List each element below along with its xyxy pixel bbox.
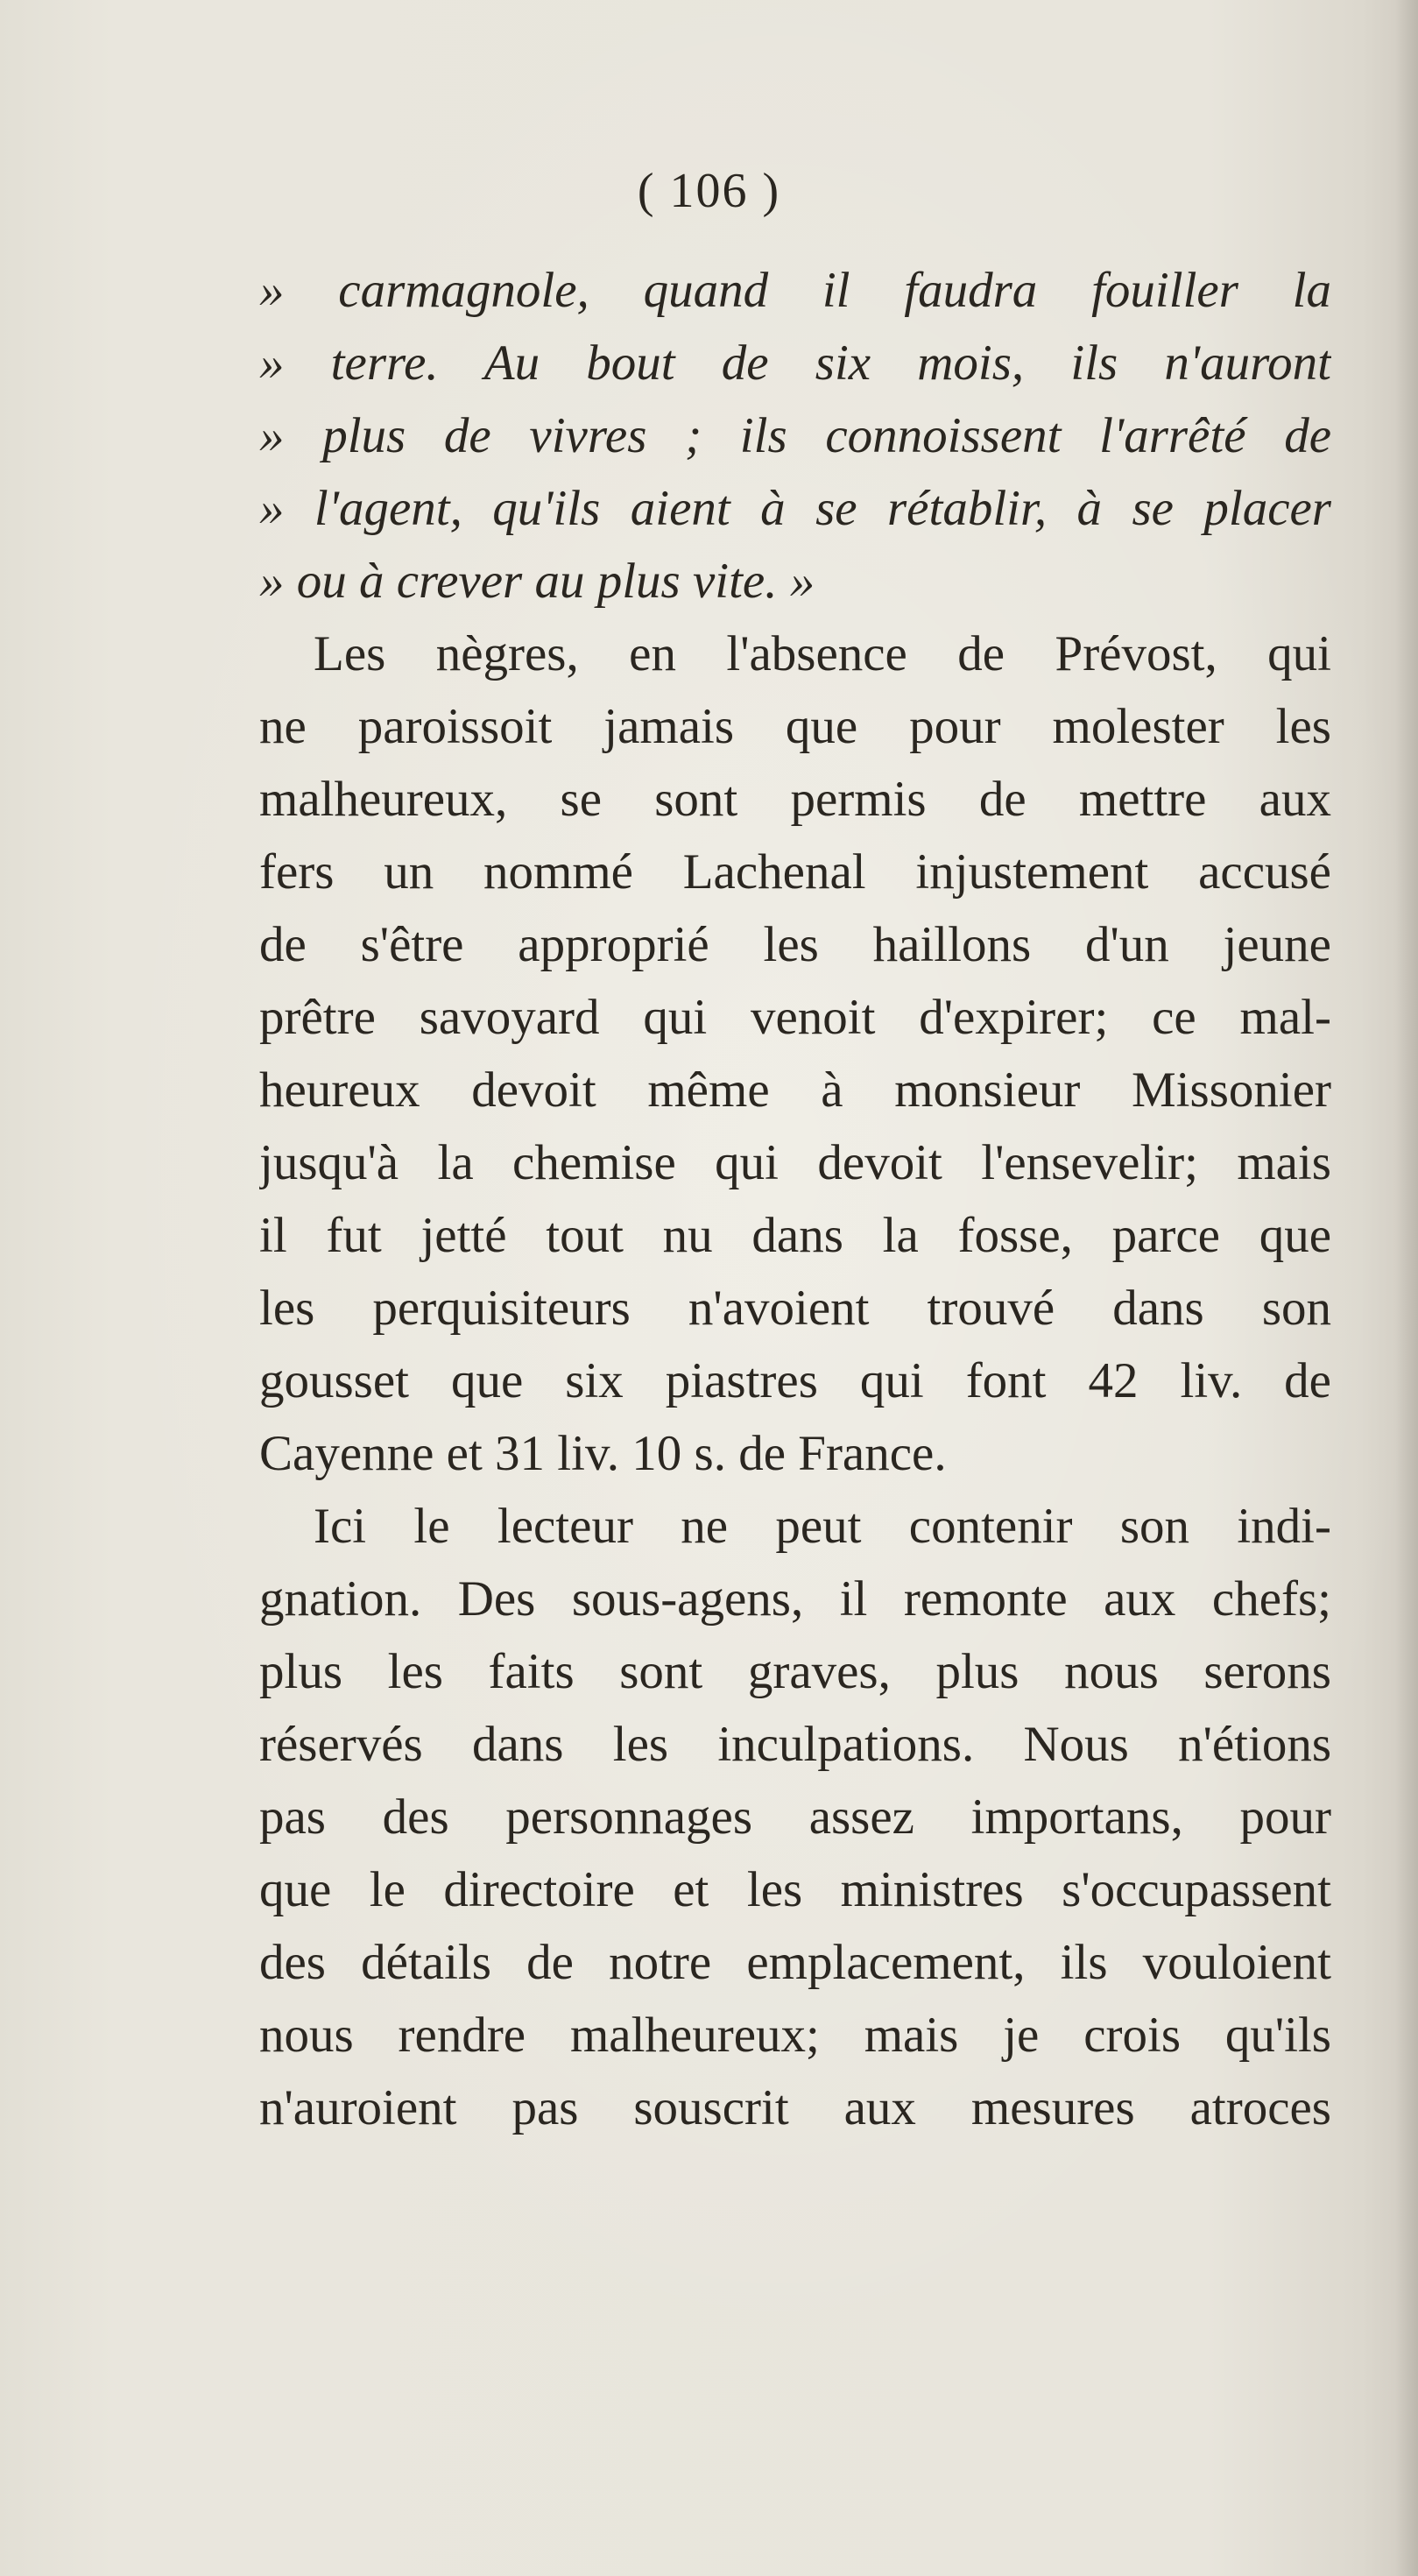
text-line: n'auroient pas souscrit aux mesures atroces xyxy=(259,2080,1331,2135)
text-line: jusqu'à la chemise qui devoit l'ensevelir; mais xyxy=(259,1135,1331,1190)
text-line: » terre. Au bout de six mois, ils n'auront xyxy=(259,335,1331,391)
text-line: de s'être approprié les haillons d'un jeune xyxy=(259,917,1331,972)
text-line: les perquisiteurs n'avoient trouvé dans son xyxy=(259,1281,1331,1336)
text-line: plus les faits sont graves, plus nous serons xyxy=(259,1644,1331,1699)
text-line: » carmagnole, quand il faudra fouiller la xyxy=(259,263,1331,318)
text-line: que le directoire et les ministres s'occupassent xyxy=(259,1862,1331,1917)
text-line: Cayenne et 31 liv. 10 s. de France. xyxy=(259,1426,947,1481)
text-line: heureux devoit même à monsieur Missonier xyxy=(259,1062,1331,1118)
page-edge-shadow xyxy=(1395,0,1418,2576)
text-line: » ou à crever au plus vite. » xyxy=(259,554,815,609)
text-line: Les nègres, en l'absence de Prévost, qui xyxy=(314,626,1331,681)
text-line: fers un nommé Lachenal injustement accusé xyxy=(259,844,1331,900)
text-line: nous rendre malheureux; mais je crois qu'ils xyxy=(259,2008,1331,2063)
text-line: malheureux, se sont permis de mettre aux xyxy=(259,772,1331,827)
text-line: pas des personnages assez importans, pour xyxy=(259,1789,1331,1845)
body-text xyxy=(259,254,1331,2144)
text-line: des détails de notre emplacement, ils vouloient xyxy=(259,1935,1331,1990)
text-line: Ici le lecteur ne peut contenir son indi- xyxy=(314,1499,1331,1554)
text-line: » l'agent, qu'ils aient à se rétablir, à se placer xyxy=(259,481,1331,536)
page-number: ( 106 ) xyxy=(637,164,781,218)
text-line: ne paroissoit jamais que pour molester les xyxy=(259,699,1331,754)
text-line: gnation. Des sous-agens, il remonte aux chefs; xyxy=(259,1571,1331,1627)
text-line: réservés dans les inculpations. Nous n'étions xyxy=(259,1717,1331,1772)
text-line: prêtre savoyard qui venoit d'expirer; ce mal- xyxy=(259,990,1331,1045)
text-line: » plus de vivres ; ils connoissent l'arrêté de xyxy=(259,408,1331,463)
text-line: il fut jetté tout nu dans la fosse, parce que xyxy=(259,1208,1331,1263)
text-line: gousset que six piastres qui font 42 liv. de xyxy=(259,1353,1331,1408)
